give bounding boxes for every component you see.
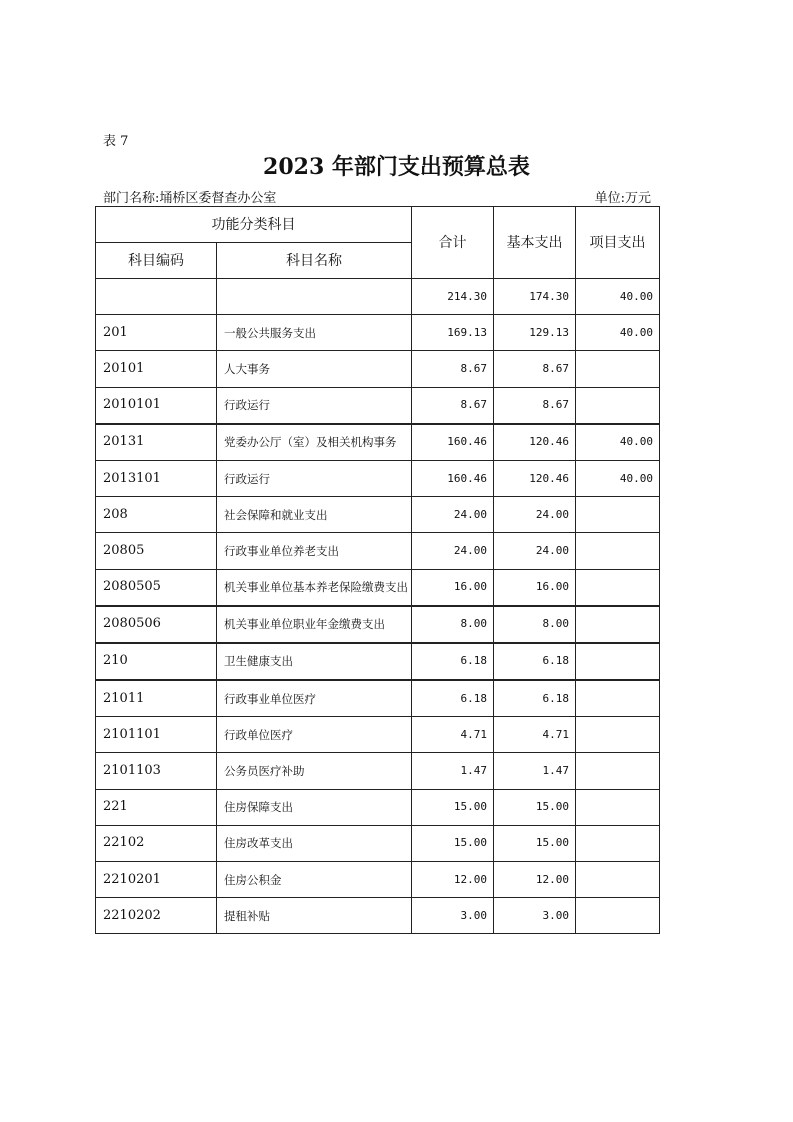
page-title: 2023 年部门支出预算总表	[263, 154, 530, 180]
subject-code-cell: 21011	[96, 680, 217, 717]
header-basic-expense: 基本支出	[494, 207, 576, 279]
table-row	[96, 497, 660, 533]
subject-name-cell: 行政事业单位养老支出	[217, 533, 412, 569]
basic-expense-cell: 3.00	[494, 898, 576, 934]
subject-name-cell: 提租补贴	[217, 898, 412, 934]
header-subject-code: 科目编码	[96, 243, 217, 279]
basic-expense-cell: 129.13	[494, 315, 576, 351]
table-row	[96, 533, 660, 569]
basic-expense-cell: 24.00	[494, 533, 576, 569]
table-row	[96, 387, 660, 424]
project-expense-cell: 40.00	[576, 315, 660, 351]
total-cell: 12.00	[412, 862, 494, 898]
header-total: 合计	[412, 207, 494, 279]
project-expense-cell	[576, 825, 660, 861]
table-row	[96, 315, 660, 351]
project-expense-cell	[576, 351, 660, 387]
basic-expense-cell: 8.67	[494, 387, 576, 424]
header-subject-name: 科目名称	[217, 243, 412, 279]
subject-name-cell: 行政事业单位医疗	[217, 680, 412, 717]
project-expense-cell	[576, 533, 660, 569]
total-cell: 169.13	[412, 315, 494, 351]
subject-code-cell: 2013101	[96, 460, 217, 496]
subject-code-cell: 2210201	[96, 862, 217, 898]
total-cell: 24.00	[412, 533, 494, 569]
subject-name-cell: 党委办公厅（室）及相关机构事务	[217, 424, 412, 461]
subject-name-cell: 一般公共服务支出	[217, 315, 412, 351]
subject-name-cell: 机关事业单位职业年金缴费支出	[217, 606, 412, 643]
basic-expense-cell: 6.18	[494, 680, 576, 717]
subject-name-cell: 行政单位医疗	[217, 717, 412, 753]
subject-name-cell: 住房改革支出	[217, 825, 412, 861]
project-expense-cell	[576, 387, 660, 424]
table-row	[96, 789, 660, 825]
total-cell: 160.46	[412, 424, 494, 461]
subject-code-cell: 2080506	[96, 606, 217, 643]
total-cell: 15.00	[412, 789, 494, 825]
unit-label: 单位:万元	[594, 191, 651, 206]
table-number: 表 7	[103, 134, 129, 149]
table-row	[96, 460, 660, 496]
table-row	[96, 424, 660, 461]
total-cell: 15.00	[412, 825, 494, 861]
subject-code-cell: 221	[96, 789, 217, 825]
subject-name-cell: 行政运行	[217, 387, 412, 424]
total-cell: 6.18	[412, 680, 494, 717]
table-row	[96, 606, 660, 643]
total-cell: 160.46	[412, 460, 494, 496]
basic-expense-cell: 12.00	[494, 862, 576, 898]
total-cell: 8.00	[412, 606, 494, 643]
table-row	[96, 862, 660, 898]
basic-expense-cell: 16.00	[494, 569, 576, 606]
total-cell: 4.71	[412, 717, 494, 753]
total-cell: 1.47	[412, 753, 494, 789]
project-expense-cell	[576, 606, 660, 643]
subject-code-cell: 2210202	[96, 898, 217, 934]
subject-code-cell: 2101103	[96, 753, 217, 789]
project-expense-cell	[576, 753, 660, 789]
basic-expense-cell: 1.47	[494, 753, 576, 789]
total-cell: 24.00	[412, 497, 494, 533]
subject-code-cell: 2080505	[96, 569, 217, 606]
project-expense-cell	[576, 862, 660, 898]
subject-name-cell: 行政运行	[217, 460, 412, 496]
subject-code-cell: 20805	[96, 533, 217, 569]
total-cell: 6.18	[412, 643, 494, 680]
table-row	[96, 279, 660, 315]
project-expense-cell: 40.00	[576, 424, 660, 461]
table-row	[96, 717, 660, 753]
total-cell: 3.00	[412, 898, 494, 934]
subject-code-cell: 208	[96, 497, 217, 533]
basic-expense-cell: 15.00	[494, 789, 576, 825]
subject-name-cell: 社会保障和就业支出	[217, 497, 412, 533]
table-row	[96, 898, 660, 934]
subject-code-cell	[96, 279, 217, 315]
total-cell: 8.67	[412, 387, 494, 424]
table-row	[96, 351, 660, 387]
project-expense-cell	[576, 717, 660, 753]
total-cell: 8.67	[412, 351, 494, 387]
subject-code-cell: 20131	[96, 424, 217, 461]
department-name: 部门名称:埇桥区委督查办公室	[103, 191, 277, 206]
table-row	[96, 569, 660, 606]
subject-name-cell: 住房保障支出	[217, 789, 412, 825]
table-row	[96, 753, 660, 789]
total-cell: 214.30	[412, 279, 494, 315]
subject-name-cell	[217, 279, 412, 315]
basic-expense-cell: 120.46	[494, 460, 576, 496]
subject-name-cell: 人大事务	[217, 351, 412, 387]
header-function-category: 功能分类科目	[96, 207, 412, 243]
project-expense-cell	[576, 680, 660, 717]
project-expense-cell: 40.00	[576, 279, 660, 315]
project-expense-cell: 40.00	[576, 460, 660, 496]
project-expense-cell	[576, 569, 660, 606]
basic-expense-cell: 15.00	[494, 825, 576, 861]
basic-expense-cell: 120.46	[494, 424, 576, 461]
basic-expense-cell: 24.00	[494, 497, 576, 533]
basic-expense-cell: 6.18	[494, 643, 576, 680]
table-row	[96, 680, 660, 717]
header-project-expense: 项目支出	[576, 207, 660, 279]
subject-code-cell: 20101	[96, 351, 217, 387]
project-expense-cell	[576, 898, 660, 934]
subject-code-cell: 201	[96, 315, 217, 351]
basic-expense-cell: 8.67	[494, 351, 576, 387]
budget-table	[95, 206, 660, 934]
subject-name-cell: 公务员医疗补助	[217, 753, 412, 789]
project-expense-cell	[576, 643, 660, 680]
subject-code-cell: 2101101	[96, 717, 217, 753]
basic-expense-cell: 174.30	[494, 279, 576, 315]
subject-name-cell: 机关事业单位基本养老保险缴费支出	[217, 569, 412, 606]
subject-code-cell: 22102	[96, 825, 217, 861]
project-expense-cell	[576, 789, 660, 825]
table-row	[96, 825, 660, 861]
subject-code-cell: 210	[96, 643, 217, 680]
project-expense-cell	[576, 497, 660, 533]
total-cell: 16.00	[412, 569, 494, 606]
basic-expense-cell: 4.71	[494, 717, 576, 753]
subject-code-cell: 2010101	[96, 387, 217, 424]
subject-name-cell: 住房公积金	[217, 862, 412, 898]
subject-name-cell: 卫生健康支出	[217, 643, 412, 680]
basic-expense-cell: 8.00	[494, 606, 576, 643]
table-row	[96, 643, 660, 680]
